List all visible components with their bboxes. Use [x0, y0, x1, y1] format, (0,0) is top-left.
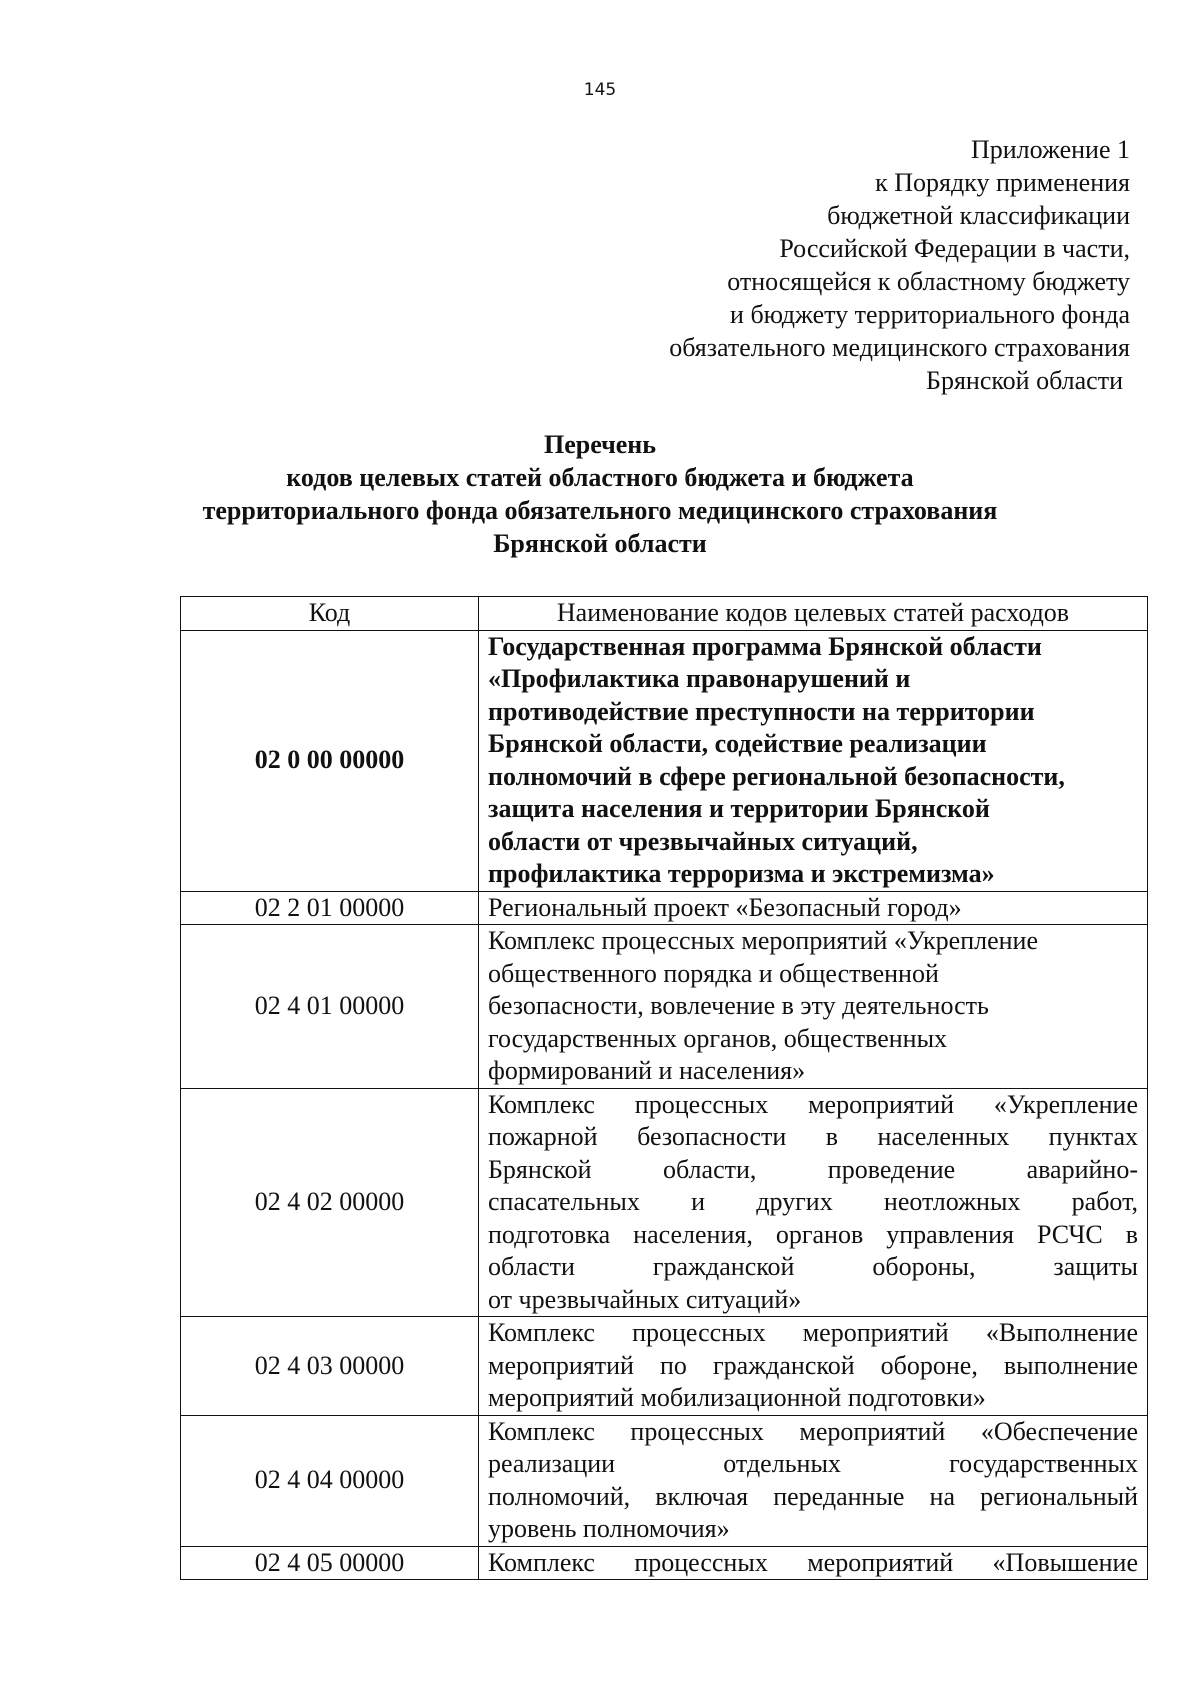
appendix-line: и бюджету территориального фонда: [730, 300, 1130, 329]
row-code: 02 2 01 00000: [181, 891, 479, 925]
row-name: [479, 1415, 1148, 1546]
appendix-line: относящейся к областному бюджету: [727, 267, 1130, 296]
row-name-line: «Профилактика правонарушений и: [488, 664, 911, 693]
row-name: [479, 1546, 1148, 1580]
row-name-line: полномочий в сфере региональной безопасности,: [488, 761, 1065, 791]
codes-table: [180, 596, 1148, 1580]
row-name-line: Комплекс процессных мероприятий «Выполнение: [488, 1318, 1138, 1347]
appendix-line: к Порядку применения: [875, 168, 1130, 197]
table-row: [181, 925, 1148, 1089]
row-name-line: противодействие преступности на территории: [488, 696, 1035, 726]
row-name-line: Комплекс процессных мероприятий «Укрепление: [488, 1089, 1138, 1119]
row-code: 02 0 00 00000: [181, 630, 479, 891]
table-header-row: [181, 597, 1148, 631]
row-name-line: области от чрезвычайных ситуаций,: [488, 826, 918, 856]
header-code: Код: [181, 597, 479, 631]
document-title: [0, 428, 1200, 560]
row-name-line: государственных органов, общественных: [488, 1023, 948, 1053]
row-name-line: Комплекс процессных мероприятий «Обеспечение: [488, 1416, 1138, 1446]
row-name-line: мероприятий мобилизационной подготовки»: [488, 1383, 986, 1412]
row-code: 02 4 02 00000: [181, 1088, 479, 1317]
row-name-line: области гражданской обороны, защиты: [488, 1252, 1138, 1281]
row-name-line: пожарной безопасности в населенных пунктах: [488, 1122, 1138, 1151]
row-name-line: мероприятий по гражданской обороне, выполнение: [488, 1350, 1138, 1380]
appendix-line: Приложение 1: [970, 135, 1130, 164]
row-name-line: общественного порядка и общественной: [488, 958, 939, 988]
table-row: [181, 1088, 1148, 1317]
row-name-line: формирований и населения»: [488, 1056, 806, 1085]
appendix-line: бюджетной классификации: [827, 201, 1130, 230]
appendix-line: Брянской области: [926, 366, 1123, 395]
row-name: [479, 630, 1148, 891]
title-line: Перечень: [543, 430, 657, 459]
table-row: [181, 630, 1148, 891]
row-name: [479, 891, 1148, 925]
row-name-line: Комплекс процессных мероприятий «Повышение: [488, 1547, 1138, 1577]
row-name: [479, 1088, 1148, 1317]
row-code: 02 4 01 00000: [181, 925, 479, 1089]
appendix-line: Российской Федерации в части,: [779, 234, 1130, 263]
header-name: Наименование кодов целевых статей расходов: [479, 597, 1148, 631]
row-name-line: Брянской области, проведение аварийно-: [488, 1154, 1138, 1184]
appendix-block: [669, 133, 1130, 397]
title-line: территориального фонда обязательного медицинского страхования: [202, 496, 998, 525]
row-name: [479, 925, 1148, 1089]
row-name-line: от чрезвычайных ситуаций»: [488, 1284, 802, 1314]
row-name-line: Комплекс процессных мероприятий «Укрепление: [488, 926, 1038, 955]
row-name-line: профилактика терроризма и экстремизма»: [488, 859, 995, 888]
row-name-line: спасательных и других неотложных работ,: [488, 1187, 1138, 1216]
row-code: 02 4 03 00000: [181, 1317, 479, 1416]
page-number: 145: [583, 80, 617, 100]
row-code: 02 4 04 00000: [181, 1415, 479, 1546]
title-line: Брянской области: [493, 529, 707, 558]
table-row: [181, 891, 1148, 925]
row-name-line: безопасности, вовлечение в эту деятельность: [488, 991, 989, 1020]
row-name-line: Региональный проект «Безопасный город»: [488, 892, 962, 922]
row-name-line: реализации отдельных государственных: [488, 1449, 1138, 1478]
row-name-line: защита населения и территории Брянской: [488, 794, 990, 823]
table-row: [181, 1415, 1148, 1546]
table-row: [181, 1546, 1148, 1580]
title-line: кодов целевых статей областного бюджета и бюджета: [286, 463, 914, 492]
appendix-line: обязательного медицинского страхования: [669, 333, 1130, 362]
row-code: 02 4 05 00000: [181, 1546, 479, 1580]
row-name-line: уровень полномочия»: [488, 1514, 730, 1543]
table-row: [181, 1317, 1148, 1416]
row-name-line: Брянской области, содействие реализации: [488, 729, 987, 758]
row-name-line: Государственная программа Брянской области: [488, 631, 1042, 661]
row-name: [479, 1317, 1148, 1416]
row-name-line: полномочий, включая переданные на региональный: [488, 1481, 1138, 1511]
row-name-line: подготовка населения, органов управления РСЧС в: [488, 1219, 1138, 1249]
